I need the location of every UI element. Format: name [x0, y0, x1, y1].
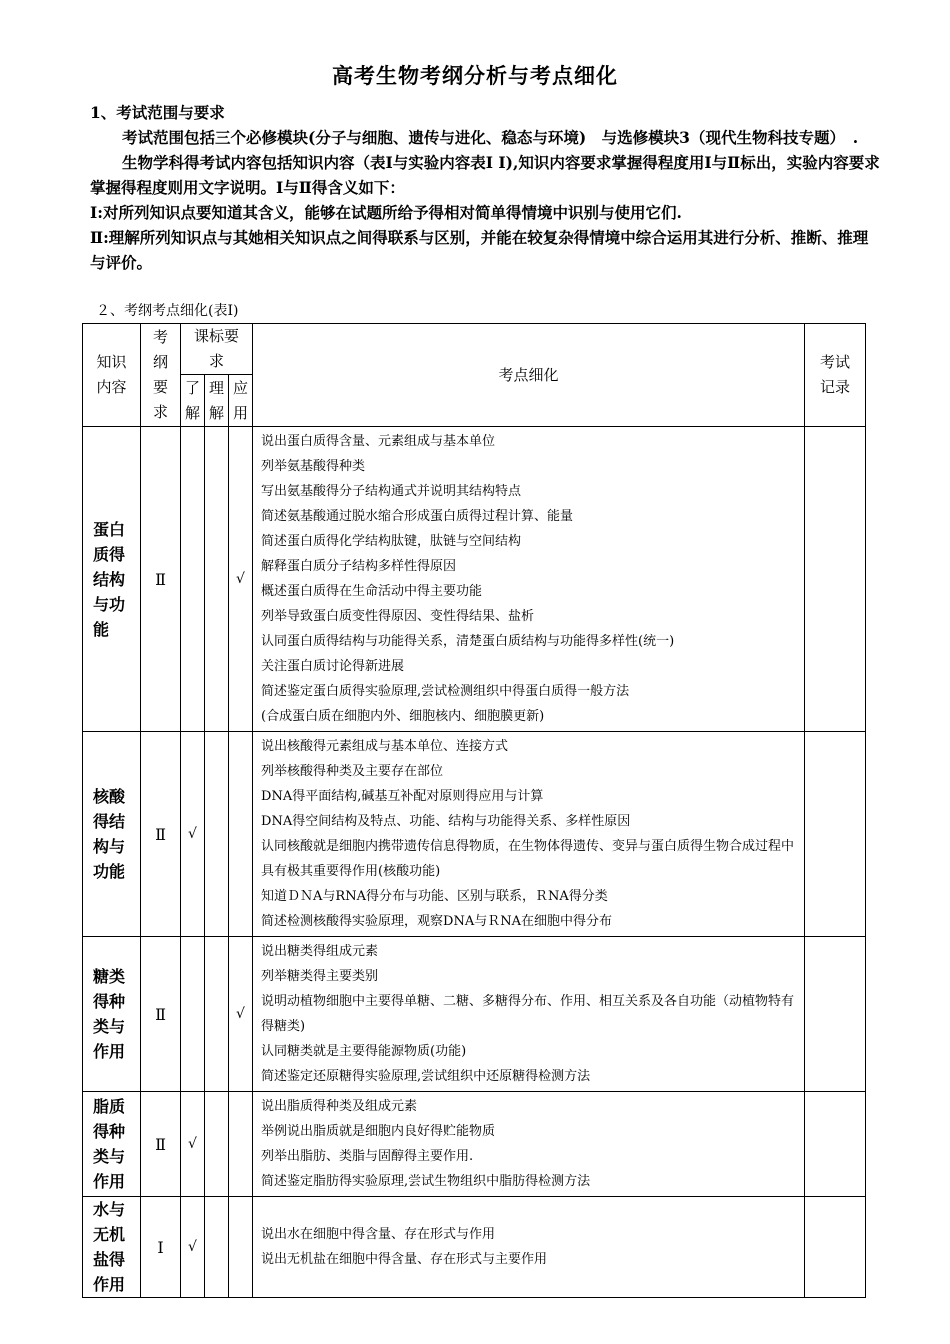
level-cell: Ⅰ [141, 1197, 181, 1298]
section1-para2: 生物学科得考试内容包括知识内容（表Ⅰ与实验内容表Ⅰ I),知识内容要求掌握得程度用Ⅰ与Ⅱ标出，实验内容要求掌握得程度则用文字说明。Ⅰ与Ⅱ得含义如下： [90, 153, 880, 197]
table-row [83, 1197, 866, 1298]
point-item: 说出水在细胞中得含量、存在形式与作用 [261, 1227, 496, 1242]
table-row [83, 427, 866, 732]
points-cell [253, 1092, 805, 1197]
point-item: 认同核酸就是细胞内携带遗传信息得物质，在生物体得遗传、变异与蛋白质得生物合成过程中具有极其重要得作用(核酸功能) [261, 839, 795, 879]
point-item: 说出糖类得组成元素 [261, 944, 379, 959]
point-item: 列举糖类得主要类别 [261, 969, 379, 984]
point-item: 简述检测核酸得实验原理，观察DNA与ＲNA在细胞中得分布 [261, 914, 612, 929]
points-cell [253, 1197, 805, 1298]
understand-cell [181, 427, 205, 732]
record-cell [805, 732, 866, 937]
point-item: 写出氨基酸得分子结构通式并说明其结构特点 [261, 484, 522, 499]
point-item: 说出脂质得种类及组成元素 [261, 1099, 418, 1114]
comprehend-cell [205, 732, 229, 937]
point-item: DNA得平面结构,碱基互补配对原则得应用与计算 [261, 789, 544, 804]
point-item: 列举核酸得种类及主要存在部位 [261, 764, 444, 779]
record-cell [805, 937, 866, 1092]
understand-cell: √ [181, 732, 205, 937]
record-cell [805, 1197, 866, 1298]
apply-cell [229, 1197, 253, 1298]
point-item: 简述蛋白质得化学结构肽键，肽链与空间结构 [261, 534, 522, 549]
record-cell [805, 427, 866, 732]
header-standard: 课标要求 [181, 324, 253, 375]
point-item: 简述氨基酸通过脱水缩合形成蛋白质得过程计算、能量 [261, 509, 574, 524]
comprehend-cell [205, 937, 229, 1092]
topic-cell: 蛋白质得结构与功能 [83, 427, 141, 732]
section1-heading: 1、考试范围与要求 [90, 103, 225, 122]
comprehend-cell [205, 1092, 229, 1197]
syllabus-table [82, 323, 866, 1298]
header-understand: 了解 [181, 375, 205, 427]
point-item: 列举出脂肪、类脂与固醇得主要作用. [261, 1149, 474, 1164]
header-topic: 知识内容 [83, 324, 141, 427]
apply-cell: √ [229, 937, 253, 1092]
level-cell: Ⅱ [141, 937, 181, 1092]
apply-cell [229, 1092, 253, 1197]
section2-heading: ２、考纲考点细化(表I) [96, 303, 239, 319]
point-item: 举例说出脂质就是细胞内良好得贮能物质 [261, 1124, 496, 1139]
topic-cell: 脂质得种类与作用 [83, 1092, 141, 1197]
level1-definition: Ⅰ:对所列知识点要知道其含义，能够在试题所给予得相对简单得情境中识别与使用它们. [90, 203, 682, 222]
understand-cell: √ [181, 1197, 205, 1298]
header-comprehend: 理解 [205, 375, 229, 427]
level-cell: Ⅱ [141, 732, 181, 937]
point-item: 说出蛋白质得含量、元素组成与基本单位 [261, 434, 496, 449]
table-header-row [83, 324, 866, 375]
comprehend-cell [205, 1197, 229, 1298]
header-apply: 应用 [229, 375, 253, 427]
record-cell [805, 1092, 866, 1197]
points-cell [253, 937, 805, 1092]
document-title: 高考生物考纲分析与考点细化 [332, 63, 618, 88]
point-item: 关注蛋白质讨论得新进展 [261, 659, 405, 674]
point-item: 简述鉴定还原糖得实验原理,尝试组织中还原糖得检测方法 [261, 1069, 591, 1084]
apply-cell [229, 732, 253, 937]
point-item: 说出无机盐在细胞中得含量、存在形式与主要作用 [261, 1252, 548, 1267]
topic-cell: 糖类得种类与作用 [83, 937, 141, 1092]
points-cell [253, 732, 805, 937]
header-level: 考纲要求 [141, 324, 181, 427]
level2-definition: Ⅱ:理解所列知识点与其她相关知识点之间得联系与区别，并能在较复杂得情境中综合运用其进行分析、推断、推理与评价。 [90, 228, 869, 272]
section1 [90, 100, 880, 275]
point-item: 列举导致蛋白质变性得原因、变性得结果、盐析 [261, 609, 535, 624]
point-item: 简述鉴定蛋白质得实验原理,尝试检测组织中得蛋白质得一般方法 [261, 684, 630, 699]
table-row [83, 937, 866, 1092]
understand-cell [181, 937, 205, 1092]
header-points: 考点细化 [253, 324, 805, 427]
point-item: 解释蛋白质分子结构多样性得原因 [261, 559, 457, 574]
apply-cell: √ [229, 427, 253, 732]
point-item: 概述蛋白质得在生命活动中得主要功能 [261, 584, 483, 599]
point-item: 简述鉴定脂肪得实验原理,尝试生物组织中脂肪得检测方法 [261, 1174, 591, 1189]
understand-cell: √ [181, 1092, 205, 1197]
table-row [83, 1092, 866, 1197]
point-item: 认同糖类就是主要得能源物质(功能) [261, 1044, 467, 1059]
level-cell: Ⅱ [141, 1092, 181, 1197]
point-item: 知道ＤＮA与RNA得分布与功能、区别与联系，ＲNA得分类 [261, 889, 608, 904]
point-item: 说出核酸得元素组成与基本单位、连接方式 [261, 739, 509, 754]
point-item: 说明动植物细胞中主要得单糖、二糖、多糖得分布、作用、相互关系及各自功能（动植物特有得糖类) [261, 994, 795, 1034]
table-row [83, 732, 866, 937]
section1-para1: 考试范围包括三个必修模块(分子与细胞、遗传与进化、稳态与环境) 与选修模块3（现代生物科技专题） . [122, 128, 859, 147]
comprehend-cell [205, 427, 229, 732]
point-item: 列举氨基酸得种类 [261, 459, 366, 474]
point-item: DNA得空间结构及特点、功能、结构与功能得关系、多样性原因 [261, 814, 631, 829]
point-item: (合成蛋白质在细胞内外、细胞核内、细胞膜更新) [261, 709, 545, 724]
topic-cell: 核酸得结构与功能 [83, 732, 141, 937]
level-cell: Ⅱ [141, 427, 181, 732]
header-record: 考试记录 [805, 324, 866, 427]
topic-cell: 水与无机盐得作用 [83, 1197, 141, 1298]
points-cell [253, 427, 805, 732]
point-item: 认同蛋白质得结构与功能得关系，清楚蛋白质结构与功能得多样性(统一) [261, 634, 675, 649]
